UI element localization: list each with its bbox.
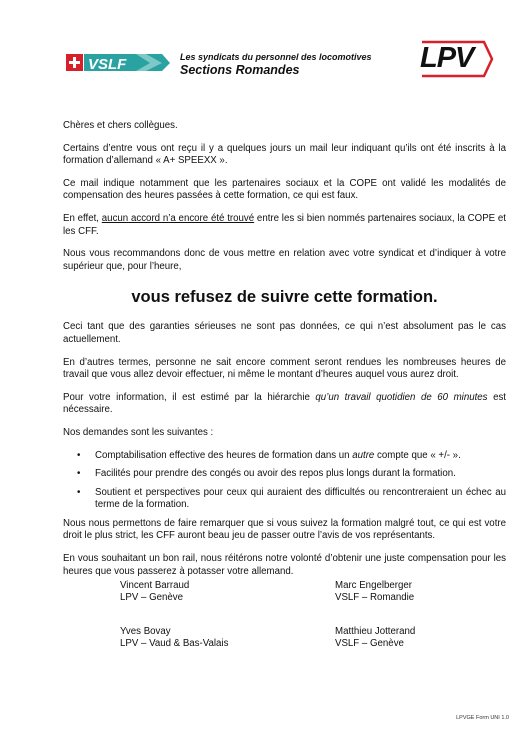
- paragraph-5: Ceci tant que des garanties sérieuses ne sont pas données, ce qui n’est absolument pas le cas actuellement.: [63, 321, 506, 345]
- paragraph-2: Ce mail indique notamment que les partenaires sociaux et la COPE ont validé les modalités de compensation des heures passées à cette formation, ce qui est faux.: [63, 177, 506, 202]
- paragraph-8: Nos demandes sont les suivantes :: [63, 426, 214, 438]
- signature-org: VSLF – Romandie: [335, 592, 415, 603]
- form-code: LPVGE Form UNI 1.0: [456, 715, 509, 721]
- vslf-logo: [66, 50, 170, 76]
- signature-name: Matthieu Jotterand: [335, 626, 416, 637]
- header-text: [180, 52, 372, 77]
- header-subtitle: Les syndicats du personnel des locomotives: [180, 52, 372, 62]
- salutation: Chères et chers collègues.: [63, 120, 178, 131]
- paragraph-7-start: Pour votre information, il est estimé par la hiérarchie: [63, 391, 316, 403]
- vslf-logo-text: VSLF: [88, 56, 127, 73]
- signature-block: [335, 580, 414, 604]
- paragraph-3-end: entre les si bien nommés partenaires sociaux, la COPE et les CFF.: [63, 212, 506, 237]
- paragraph-6: En d’autres termes, personne ne sait encore comment seront rendues les nombreuses heures de travail que vous allez devoir effectuer, ni même le montant d’heures auquel vous aurez droit.: [63, 356, 506, 381]
- paragraph-3: [63, 213, 506, 238]
- paragraph-7: [63, 392, 506, 417]
- paragraph-4: Nous vous recommandons donc de vous mettre en relation avec votre syndicat et d’indiquer à votre supérieur que, pour l’heure,: [63, 248, 506, 272]
- letter-body: [63, 120, 506, 578]
- signature-block: [335, 626, 415, 650]
- signature-block: [120, 626, 228, 650]
- bullet-icon: •: [77, 486, 81, 498]
- bullet-icon: •: [77, 468, 81, 480]
- lpv-logo-text: LPV: [420, 42, 474, 74]
- header-title: Sections Romandes: [180, 63, 300, 77]
- no-agreement-text: aucun accord n’a encore été trouvé: [101, 212, 255, 224]
- list-item: • Soutient et perspectives pour ceux qui auraient des difficultés ou rencontreraient un échec au terme de la formation.: [77, 486, 506, 511]
- signature-org: LPV – Genève: [120, 592, 184, 603]
- daily-work-text: qu’un travail quotidien de 60 minutes: [315, 391, 488, 403]
- paragraph-1: Certains d’entre vous ont reçu il y a quelques jours un mail leur indiquant qu’ils ont été inscrits à la formation d’allemand « A+ SPEEXX ».: [63, 142, 506, 167]
- lpv-logo: [418, 37, 496, 81]
- bullet-icon: •: [77, 449, 81, 461]
- signature-org: VSLF – Genève: [335, 638, 404, 649]
- paragraph-3-start: En effet,: [63, 212, 102, 224]
- signature-name: Marc Engelberger: [335, 580, 412, 591]
- signature-name: Yves Bovay: [120, 626, 171, 637]
- paragraph-7-end: est nécessaire.: [63, 391, 506, 416]
- paragraph-10: En vous souhaitant un bon rail, nous réitérons notre volonté d’obtenir une juste compensation pour les heures que vous passerez à potasser votre allemand.: [63, 553, 506, 577]
- paragraph-9: Nous nous permettons de faire remarquer que si vous suivez la formation malgré tout, ce qui est votre droit le plus strict, les CFF auront beau jeu de passer outre l’avis de vos représentants.: [63, 517, 506, 542]
- signature-org: LPV – Vaud & Bas-Valais: [120, 638, 229, 649]
- signature-name: Vincent Barraud: [120, 580, 190, 591]
- demands-list: [63, 450, 506, 512]
- list-item: • Facilités pour prendre des congés ou avoir des repos plus longs durant la formation.: [77, 468, 456, 480]
- signature-block: [120, 580, 189, 604]
- headline: vous refusez de suivre cette formation.: [131, 288, 438, 307]
- list-item: • Comptabilisation effective des heures de formation dans un autre compte que « +/- ».: [77, 449, 461, 461]
